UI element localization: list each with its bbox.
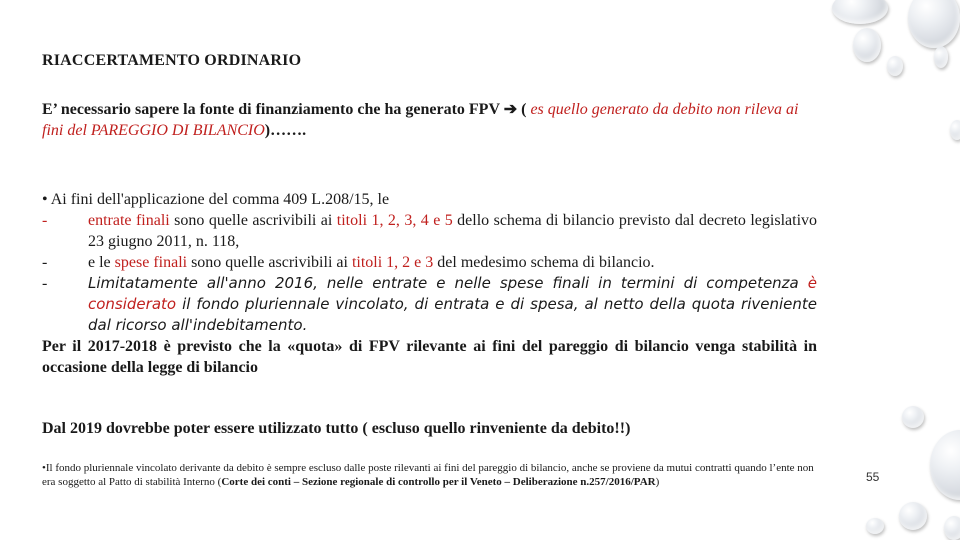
slide-title: RIACCERTAMENTO ORDINARIO: [42, 52, 302, 69]
list-dash: -: [42, 254, 48, 271]
water-drop-decoration: [930, 430, 960, 500]
intro-note: es quello generato da debito non rileva ai fini del PAREGGIO DI BILANCIO: [42, 101, 799, 139]
highlight-text: spese finali: [114, 254, 188, 271]
dal-2019-statement: Dal 2019 dovrebbe poter essere utilizzato tutto ( escluso quello rinveniente da debito!!): [42, 420, 631, 437]
footnote-text: •Il fondo pluriennale vincolato derivante da debito è sempre escluso dalle poste rilevanti ai fini del pareggio di bilancio, anche se proviene da mutui contratti quando l’ente non era soggetto al Patto di stabilità Interno (: [42, 462, 814, 488]
highlight-text: è considerato: [88, 274, 817, 313]
list-item-text: [88, 252, 817, 273]
water-drop-decoration: [899, 502, 927, 530]
footnote-citation: Corte dei conti – Sezione regionale di controllo per il Veneto – Deliberazione n.257/2016/PAR: [221, 476, 656, 488]
highlight-text: titoli 1, 2, 3, 4 e 5: [336, 212, 453, 229]
list-dash: -: [42, 275, 48, 292]
water-drop-decoration: [853, 28, 881, 62]
list-item: [42, 273, 817, 336]
water-drop-decoration: [866, 518, 884, 534]
plain-text: sono quelle ascrivibili ai: [187, 254, 352, 271]
intro-paragraph: [42, 99, 817, 141]
water-drop-decoration: [950, 120, 960, 140]
plain-text: Limitatamente all'anno 2016, nelle entrate e nelle spese finali in termini di competenza: [88, 274, 808, 292]
water-drop-decoration: [934, 46, 948, 68]
plain-text: sono quelle ascrivibili ai: [169, 212, 337, 229]
water-drop-decoration: [908, 0, 960, 48]
highlight-text: titoli 1, 2 e 3: [351, 254, 434, 271]
footnote-end: ): [655, 476, 660, 488]
list-item-text: [88, 273, 817, 336]
plain-text: dello schema di bilancio previsto dal decreto legislativo 23 giugno 2011, n. 118,: [88, 212, 818, 250]
intro-paren-open: (: [521, 101, 527, 118]
list-item: [42, 252, 817, 273]
footnote: [42, 461, 822, 489]
plain-text: il fondo pluriennale vincolato, di entrata e di spesa, al netto della quota riveniente dal ricorso all'indebitamento.: [88, 295, 817, 334]
intro-end: )…….: [264, 122, 307, 139]
main-content: [42, 189, 817, 378]
list-item: [42, 210, 817, 252]
list-item-text: [88, 210, 817, 252]
water-drop-decoration: [944, 516, 960, 540]
bullet-intro: • Ai fini dell'applicazione del comma 409 L.208/15, le: [42, 191, 390, 208]
water-drop-decoration: [887, 56, 903, 76]
right-arrow-icon: ➔: [503, 101, 518, 118]
water-drop-decoration: [832, 0, 888, 24]
conclusion-text: Per il 2017-2018 è previsto che la «quota» di FPV rilevante ai fini del pareggio di bilancio venga stabilità in occasione della legge di bilancio: [42, 338, 817, 376]
page-number: 55: [866, 470, 880, 484]
water-drop-decoration: [902, 406, 924, 428]
plain-text: del medesimo schema di bilancio.: [433, 254, 655, 271]
list-dash: -: [42, 212, 48, 229]
plain-text: e le: [88, 254, 115, 271]
intro-text: E’ necessario sapere la fonte di finanziamento che ha generato FPV: [42, 101, 500, 118]
highlight-text: entrate finali: [88, 212, 170, 229]
